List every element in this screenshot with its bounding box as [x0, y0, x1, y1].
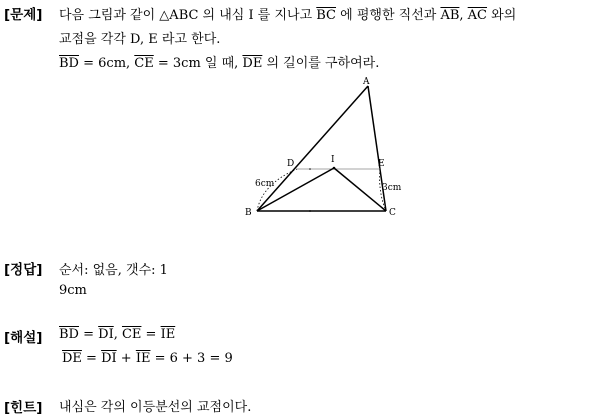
- label-b: B: [245, 208, 252, 218]
- result: = 6 + 3 = 9: [150, 351, 233, 366]
- answer-line-1: 순서: 없음, 갯수: 1: [59, 263, 168, 278]
- equals: =: [81, 351, 102, 366]
- tick-mark: [309, 168, 311, 170]
- segment-ab: $\overline{AB}$: [440, 8, 460, 23]
- explanation-tag: [해설]: [4, 330, 43, 346]
- label-e: E: [378, 159, 385, 169]
- explanation-line-1: [59, 327, 175, 342]
- segment-ie: $\overline{IE}$: [135, 351, 151, 366]
- tick-mark: [309, 210, 311, 212]
- segment-de: $\overline{DE}$: [62, 351, 82, 366]
- hint-tag: [힌트]: [4, 400, 43, 416]
- segment-de: $\overline{DE}$: [242, 56, 263, 71]
- segment-ac: $\overline{AC}$: [467, 8, 488, 23]
- side-ab: [257, 86, 368, 211]
- segment-di: $\overline{DI}$: [98, 327, 114, 342]
- bisector-ci: [334, 168, 386, 211]
- problem-line-2: 교점을 각각 D, E 라고 한다.: [59, 32, 221, 47]
- explanation-line-2: [62, 351, 233, 366]
- segment-ce: $\overline{CE}$: [134, 56, 154, 71]
- segment-bd: $\overline{BD}$: [59, 327, 79, 342]
- problem-text: = 3cm 일 때,: [153, 56, 243, 71]
- segment-ce: $\overline{CE}$: [121, 327, 142, 342]
- label-c: C: [389, 208, 396, 218]
- hint-text: 내심은 각의 이등분선의 교점이다.: [59, 400, 252, 415]
- equals: =: [141, 327, 161, 342]
- answer-line-2: 9cm: [59, 283, 87, 298]
- segment-ie: $\overline{IE}$: [160, 327, 176, 342]
- point-i: [333, 167, 336, 170]
- bisector-bi: [257, 168, 334, 211]
- problem-text: 다음 그림과 같이 △ABC 의 내심 I 를 지나고: [59, 8, 317, 23]
- label-3cm: 3cm: [382, 183, 402, 193]
- label-6cm: 6cm: [255, 179, 275, 189]
- plus: +: [116, 351, 136, 366]
- label-a: A: [363, 77, 370, 87]
- segment-bd: $\overline{BD}$: [59, 56, 79, 71]
- label-i: I: [331, 155, 335, 165]
- problem-text: ,: [459, 8, 468, 23]
- separator: ,: [113, 327, 122, 342]
- problem-text: 의 길이를 구하여라.: [262, 56, 380, 71]
- label-d: D: [287, 159, 295, 169]
- segment-bc: $\overline{BC}$: [316, 8, 337, 23]
- problem-text: = 6cm,: [78, 56, 135, 71]
- equals: =: [78, 327, 99, 342]
- answer-tag: [정답]: [4, 262, 43, 278]
- problem-tag: [문제]: [4, 7, 43, 23]
- segment-di: $\overline{DI}$: [101, 351, 117, 366]
- problem-text: 에 평행한 직선과: [336, 8, 441, 23]
- problem-text: 와의: [487, 8, 517, 23]
